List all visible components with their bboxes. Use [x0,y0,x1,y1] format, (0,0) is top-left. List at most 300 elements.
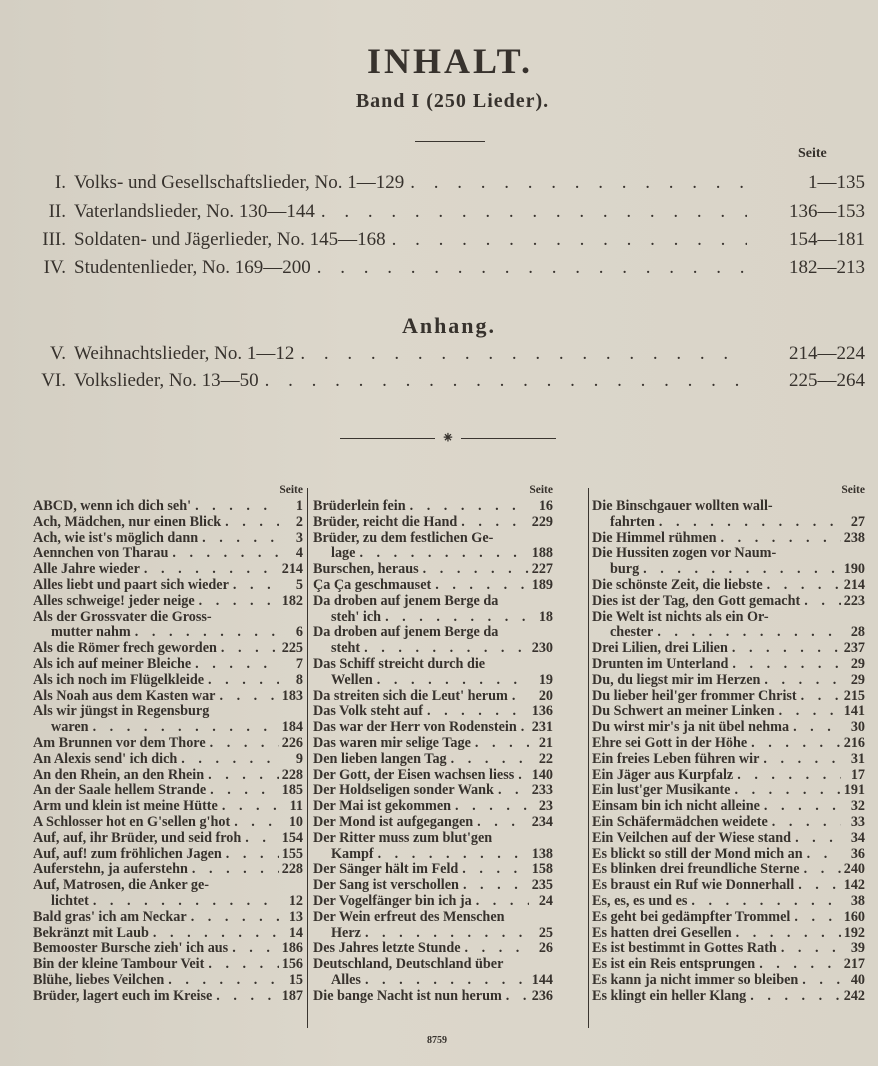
page-number: 229 [531,513,553,530]
song-title: Die Welt ist nichts als ein Or- [592,608,769,625]
toc-number: V. [49,343,66,364]
page-number: 192 [843,924,865,941]
page-number: 10 [288,813,303,830]
dot-leader [733,768,841,784]
dot-leader [800,862,841,878]
index-entry [33,989,303,1005]
dot-leader [459,878,529,894]
dot-leader [187,910,279,926]
toc-number: III. [42,229,66,250]
toc-pages: 182—213 [789,257,865,278]
dot-leader [747,736,841,752]
index-entry [592,546,865,562]
song-title: Das Schiff streicht durch die [313,655,486,672]
page-number: 231 [531,719,553,736]
song-title: Es blinken drei freundliche Sterne [592,861,800,878]
song-title: Es ist ein Reis entsprungen [592,956,756,973]
index-entry [313,673,553,689]
toc-row [0,370,878,396]
toc-pages: 225—264 [789,370,865,391]
page-number: 182 [281,592,303,609]
dot-leader [728,657,841,673]
asterism-icon: ⁕ [441,430,455,447]
page-number: 25 [538,924,553,941]
dot-leader [732,926,841,942]
song-title: Bald gras' ich am Neckar [33,908,187,925]
page-number: 19 [538,671,553,688]
dot-leader [777,941,841,957]
index-entry [592,815,865,831]
index-entry [33,720,303,736]
index-entry [592,847,865,863]
page-number: 13 [288,908,303,925]
song-title: lage [331,545,356,562]
song-title: Es geht bei gedämpfter Trommel [592,908,791,925]
index-entry [592,894,865,910]
index-entry [313,546,553,562]
song-title: Es blickt so still der Mond mich an [592,845,803,862]
seite-header: Seite [798,146,827,161]
song-title: Aennchen von Tharau [33,545,169,562]
song-title: Brüder, lagert euch im Kreise [33,987,213,1004]
song-title: Brüder, reicht die Hand [313,513,458,530]
page-number: 12 [288,892,303,909]
page-number: 184 [281,719,303,736]
index-entry [592,594,865,610]
song-title: ABCD, wenn ich dich seh' [33,498,192,514]
index-entry [592,736,865,752]
index-entry [313,926,553,942]
dot-leader [215,689,279,705]
song-title: Die Hussiten zogen vor Naum- [592,545,777,562]
index-entry [33,515,303,531]
index-entry [592,641,865,657]
index-column-2 [313,482,553,1005]
index-entry [33,673,303,689]
song-title: An der Saale hellem Strande [33,782,207,799]
song-title: Da droben auf jenem Berge da [313,624,499,641]
song-title: lichtet [51,892,89,909]
dot-leader [311,257,747,279]
page-number: 226 [281,734,303,751]
song-title: burg [610,561,640,578]
dot-leader [360,641,529,657]
toc-row [0,201,878,227]
dot-leader [760,799,841,815]
dot-leader [228,941,279,957]
dot-leader [755,957,841,973]
index-entry [33,862,303,878]
index-entry [592,783,865,799]
song-title: Als Noah aus dem Kasten war [33,687,216,704]
index-entry [33,815,303,831]
index-entry [592,625,865,641]
song-title: Da droben auf jenem Berge da [313,592,499,609]
dot-leader [259,370,747,392]
song-title: Du, du liegst mir im Herzen [592,671,761,688]
dot-leader [457,515,529,531]
page-number: 144 [531,971,553,988]
song-title: Da streiten sich die Leut' herum [313,687,508,704]
dot-leader [406,499,529,515]
page-number: 18 [538,608,553,625]
song-title: Herz [331,924,361,941]
toc-label: Volkslieder, No. 13—50 [74,370,259,391]
index-entry [313,910,553,926]
toc-number: IV. [43,257,66,278]
dot-leader [728,641,841,657]
index-entry [33,578,303,594]
page-number: 158 [531,861,553,878]
song-title: Als wir jüngst in Regensburg [33,703,210,720]
index-entry [33,752,303,768]
index-entry [33,546,303,562]
page-number: 227 [531,561,553,578]
page-number: 188 [531,545,553,562]
dot-leader [241,831,279,847]
dot-leader [188,862,279,878]
page-title: INHALT. [366,41,534,81]
dot-leader [461,941,529,957]
song-title: Den lieben langen Tag [313,750,447,767]
index-entry [33,657,303,673]
dot-leader [206,736,279,752]
index-entry [313,704,553,720]
index-entry [313,531,553,547]
page-number: 16 [538,498,553,514]
song-title: Brüderlein fein [313,498,406,514]
page-number: 29 [850,671,865,688]
index-entry [313,594,553,610]
page-number: 160 [843,908,865,925]
index-entry [33,847,303,863]
song-title: Alle Jahre wieder [33,561,140,578]
dot-leader [760,673,841,689]
index-entry [313,689,553,705]
page-number: 39 [850,940,865,957]
dot-leader [746,989,841,1005]
song-title: Drei Lilien, drei Lilien [592,640,728,657]
index-entry [33,610,303,626]
song-title: Ach, Mädchen, nur einen Blick [33,513,222,530]
song-title: Das Volk steht auf [313,703,423,720]
dot-leader [131,625,279,641]
song-title: Du wirst mir's ja nit übel nehma [592,719,790,736]
song-title: waren [51,719,89,736]
title-rule [415,141,485,142]
toc-pages: 136—153 [789,201,865,222]
index-entry [33,973,303,989]
dot-leader [198,531,279,547]
page-number: 38 [850,892,865,909]
index-entry [313,515,553,531]
page-number: 183 [281,687,303,704]
toc-row [0,172,878,198]
anhang-heading: Anhang. [401,313,497,338]
song-title: Alles schweige! jeder neige [33,592,195,609]
song-title: An den Rhein, an den Rhein [33,766,205,783]
page-number: 22 [538,750,553,767]
song-title: Das waren mir selige Tage [313,734,471,751]
song-title: Bin der kleine Tambour Veit [33,956,205,973]
page-number: 26 [538,940,553,957]
dot-leader [361,926,529,942]
song-title: Auf, auf, ihr Brüder, und seid froh [33,829,242,846]
page-number: 29 [850,655,865,672]
dot-leader [404,172,747,194]
index-entry [592,657,865,673]
song-title: Es braust ein Ruf wie Donnerhall [592,877,795,894]
page-number: 21 [538,734,553,751]
seite-header: Seite [279,484,303,496]
song-title: A Schlosser hot en G'sellen g'hot [33,813,231,830]
song-title: Ehre sei Gott in der Höhe [592,734,748,751]
dot-leader [204,673,279,689]
index-entry [592,515,865,531]
song-title: Wellen [331,671,373,688]
dot-leader [204,768,279,784]
toc-number: II. [48,201,66,222]
page-number: 23 [538,798,553,815]
index-entry [313,815,553,831]
page-number: 14 [288,924,303,941]
dot-leader [798,973,841,989]
index-entry [592,957,865,973]
index-entry [313,957,553,973]
index-entry [592,799,865,815]
index-entry [33,736,303,752]
page-number: 20 [538,687,553,704]
index-entry [313,862,553,878]
song-title: Es hatten drei Gesellen [592,924,732,941]
index-entry [592,910,865,926]
page-number: 11 [289,798,303,815]
song-title: Brüder, zu dem festlichen Ge- [313,529,494,546]
page-number: 142 [843,877,865,894]
index-entry [313,752,553,768]
dot-leader [472,894,529,910]
page-number: 233 [531,782,553,799]
page-number: 140 [531,766,553,783]
page-number: 235 [531,877,553,894]
toc-row [0,257,878,283]
page-number: 191 [843,782,865,799]
page-number: 4 [295,545,303,562]
dot-leader [355,546,529,562]
index-entry [313,894,553,910]
index-entry [313,720,553,736]
page-number: 223 [843,592,865,609]
dot-leader [149,926,279,942]
index-entry [592,941,865,957]
song-title: Ein Jäger aus Kurpfalz [592,766,734,783]
index-entry [313,499,553,515]
page-number: 216 [843,734,865,751]
song-title: Der Sänger hält im Feld [313,861,459,878]
index-entry [313,941,553,957]
toc-label: Vaterlandslieder, No. 130—144 [74,201,315,222]
page-number: 240 [843,861,865,878]
dot-leader [508,689,529,705]
volume-subtitle: Band I (250 Lieder). [355,90,550,112]
index-entry [592,973,865,989]
page-number: 214 [281,561,303,578]
page-number: 155 [281,845,303,862]
dot-leader [794,878,841,894]
song-title: Drunten im Unterland [592,655,729,672]
page-number: 30 [850,719,865,736]
page-number: 2 [295,513,303,530]
dot-leader [763,578,841,594]
dot-leader [195,594,279,610]
index-entry [592,831,865,847]
song-title: Deutschland, Deutschland über [313,956,504,973]
dot-leader [473,815,529,831]
page-number: 189 [531,576,553,593]
index-entry [33,641,303,657]
dot-leader [768,815,841,831]
song-title: Als ich auf meiner Bleiche [33,655,192,672]
index-entry [592,768,865,784]
dot-leader [655,515,841,531]
index-entry [33,625,303,641]
index-entry [313,783,553,799]
dot-leader [221,515,279,531]
page-number: 27 [850,513,865,530]
dot-leader [790,910,841,926]
dot-leader [89,894,279,910]
page-number: 15 [288,971,303,988]
dot-leader [218,799,279,815]
index-entry [313,657,553,673]
dot-leader [212,989,279,1005]
song-title: steh' ich [331,608,382,625]
toc-label: Weihnachtslieder, No. 1—12 [74,343,295,364]
index-entry [33,926,303,942]
dot-leader [217,641,279,657]
page-number: 3 [295,529,303,546]
page-number: 228 [281,861,303,878]
toc-number: I. [54,172,66,193]
page-number: 9 [295,750,303,767]
song-title: Am Brunnen vor dem Thore [33,734,206,751]
song-title: Es, es, es und es [592,892,688,909]
dot-leader [140,562,279,578]
toc-number: VI. [41,370,66,391]
dot-leader [386,229,747,251]
index-entry [592,578,865,594]
index-entry [592,989,865,1005]
page-number: 5 [295,576,303,593]
page-number: 230 [531,640,553,657]
song-title: Ach, wie ist's möglich dann [33,529,199,546]
dot-leader [789,720,841,736]
page-number: 217 [843,956,865,973]
toc-pages: 154—181 [789,229,865,250]
index-entry [313,973,553,989]
song-title: Der Mai ist gekommen [313,798,452,815]
page-number: 186 [281,940,303,957]
page-number: 8 [295,671,303,688]
dot-leader [717,531,841,547]
song-title: Der Holdseligen sonder Wank [313,782,494,799]
song-title: Der Sang ist verschollen [313,877,459,894]
index-entry [33,594,303,610]
index-entry [592,673,865,689]
dot-leader [639,562,841,578]
dot-leader [222,847,279,863]
index-entry [313,768,553,784]
page-number: 136 [531,703,553,720]
page-number: 33 [850,813,865,830]
index-entry [592,720,865,736]
page-number: 141 [843,703,865,720]
index-entry [313,799,553,815]
page-number: 36 [850,845,865,862]
dot-leader [514,768,529,784]
dot-leader [315,201,747,223]
index-entry [592,531,865,547]
dot-leader [294,343,747,365]
song-title: Auf, Matrosen, die Anker ge- [33,877,210,894]
index-entry [33,894,303,910]
song-title: Des Jahres letzte Stunde [313,940,461,957]
toc-row [0,343,878,369]
song-title: Der Wein erfreut des Menschen [313,908,505,925]
dot-leader [800,594,841,610]
song-title: Auf, auf! zum fröhlichen Jagen [33,845,222,862]
index-entry [313,610,553,626]
song-title: Ein Veilchen auf der Wiese stand [592,829,792,846]
page-number: 31 [850,750,865,767]
page-number: 187 [281,987,303,1004]
song-title: Der Vogelfänger bin ich ja [313,892,472,909]
index-entry [313,562,553,578]
song-title: Arm und klein ist meine Hütte [33,798,218,815]
song-title: Bemooster Bursche zieh' ich aus [33,940,229,957]
index-entry [592,926,865,942]
song-title: chester [610,624,654,641]
song-title: Der Gott, der Eisen wachsen liess [313,766,515,783]
index-entry [33,562,303,578]
dot-leader [361,973,529,989]
song-title: Du lieber heil'ger frommer Christ [592,687,797,704]
toc-label: Studentenlieder, No. 169—200 [74,257,311,278]
index-entry [33,799,303,815]
index-entry [592,689,865,705]
column-rule [307,488,308,1028]
index-entry [33,704,303,720]
dot-leader [502,989,529,1005]
song-title: Die bange Nacht ist nun herum [313,987,502,1004]
printer-signature: 8759 [427,1035,447,1046]
page-number: 28 [850,624,865,641]
song-title: Ça Ça geschmauset [313,576,432,593]
index-entry [33,910,303,926]
dot-leader [471,736,529,752]
dot-leader [803,847,841,863]
dot-leader [775,704,841,720]
page-number: 154 [281,829,303,846]
index-entry [592,610,865,626]
dot-leader [653,625,841,641]
page-number: 1 [295,498,303,514]
song-title: Als die Römer frech geworden [33,640,217,657]
index-entry [313,847,553,863]
index-entry [313,578,553,594]
page-number: 138 [531,845,553,862]
song-title: Bekränzt mit Laub [33,924,149,941]
